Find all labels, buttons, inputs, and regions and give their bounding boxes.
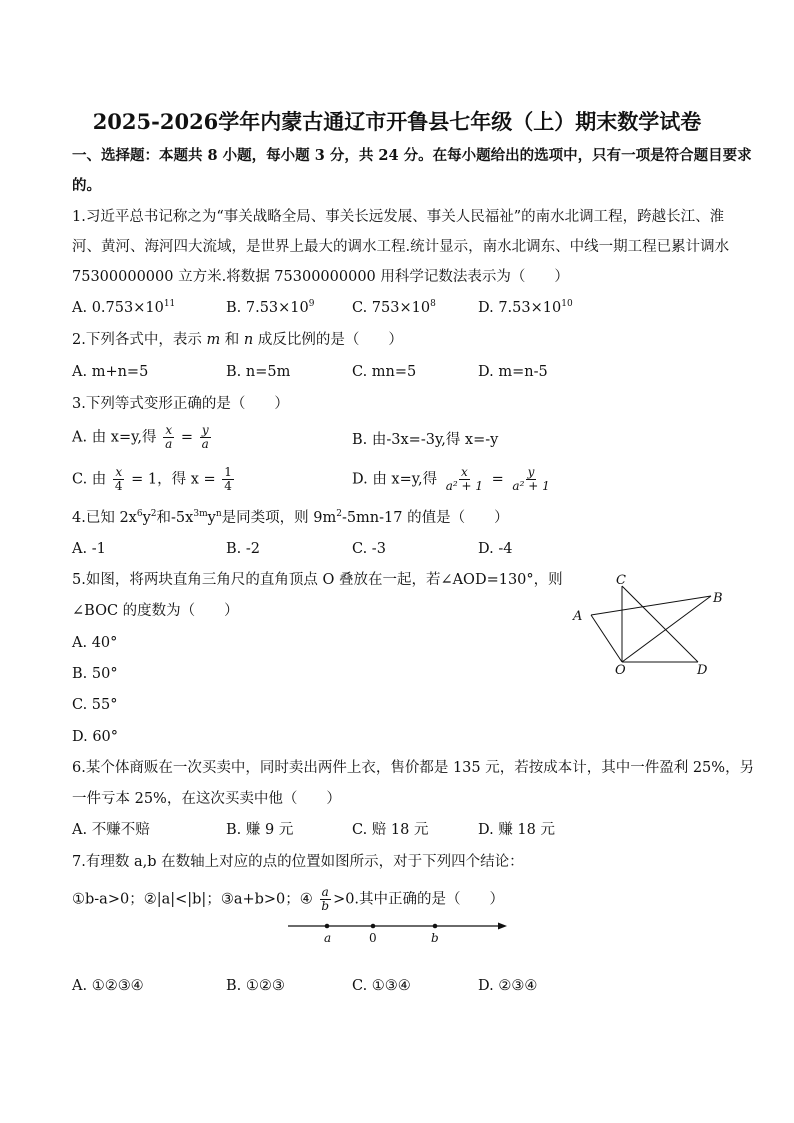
segment-ob: [622, 596, 711, 662]
q5-option-c[interactable]: C. 55°: [72, 697, 118, 713]
q3-option-b[interactable]: B. 由-3x=-3y,得 x=-y: [352, 432, 499, 448]
q2-option-c[interactable]: C. mn=5: [352, 364, 417, 380]
point-b: [433, 924, 438, 929]
q6-option-b[interactable]: B. 赚 9 元: [226, 822, 294, 838]
q2-option-a[interactable]: A. m+n=5: [72, 364, 149, 380]
q6-line1: 6.某个体商贩在一次买卖中，同时卖出两件上衣，售价都是 135 元，若按成本计，其中一件盈利 25%，另: [72, 760, 755, 776]
q7-number-line: [286, 916, 512, 946]
label-zero: 0: [369, 931, 377, 945]
q7-option-b[interactable]: B. ①②③: [226, 978, 285, 994]
q7-line1: 7.有理数 a,b 在数轴上对应的点的位置如图所示，对于下列四个结论：: [72, 854, 524, 870]
q5-option-b[interactable]: B. 50°: [72, 666, 118, 682]
q1-option-b[interactable]: B. $7.53\times 10^9$: [226, 299, 315, 316]
page-title: 2025-2026学年内蒙古通辽市开鲁县七年级（上）期末数学试卷: [92, 109, 702, 134]
segment-ab: [591, 596, 711, 615]
label-d: D: [697, 663, 708, 678]
label-a: a: [324, 931, 332, 945]
q1-line3: 75300000000 立方米.将数据 75300000000 用科学记数法表示为（ ）: [72, 269, 569, 285]
q3-option-a[interactable]: A. 由 x=y,得 $\frac{x}{a}$ = $\frac{y}{a}$: [72, 423, 209, 451]
point-a: [325, 924, 330, 929]
q2-option-d[interactable]: D. m=n-5: [478, 364, 548, 380]
section-heading-cont: 的。: [72, 177, 101, 194]
q4-option-b[interactable]: B. -2: [226, 541, 260, 557]
arrow-icon: [498, 923, 507, 930]
q5-line2: ∠BOC 的度数为（ ）: [72, 603, 239, 619]
q6-option-c[interactable]: C. 赔 18 元: [352, 822, 429, 838]
q2-option-b[interactable]: B. n=5m: [226, 364, 291, 380]
q1-option-c[interactable]: C. $753\times 10^8$: [352, 299, 436, 316]
q6-option-d[interactable]: D. 赚 18 元: [478, 822, 555, 838]
q7-option-d[interactable]: D. ②③④: [478, 978, 538, 994]
q2-stem: 2.下列各式中，表示 m 和 n 成反比例的是（ ）: [72, 332, 403, 348]
q4-option-c[interactable]: C. -3: [352, 541, 386, 557]
label-b: B: [713, 591, 723, 606]
segment-cd: [622, 586, 698, 662]
q1-option-a[interactable]: A. $0.753\times 10^{11}$: [72, 299, 176, 316]
point-zero: [371, 924, 376, 929]
section-heading: 一、选择题：本题共 8 小题，每小题 3 分，共 24 分。在每小题给出的选项中，只有一项是符合题目要求: [72, 147, 752, 164]
q4-option-d[interactable]: D. -4: [478, 541, 513, 557]
q3-stem: 3.下列等式变形正确的是（ ）: [72, 396, 289, 412]
label-b: b: [431, 931, 439, 945]
q7-option-a[interactable]: A. ①②③④: [72, 978, 144, 994]
q1-line1: 1.习近平总书记称之为“事关战略全局、事关长远发展、事关人民福祉”的南水北调工程，跨越长江、淮: [72, 209, 725, 225]
q6-line2: 一件亏本 25%，在这次买卖中他（ ）: [72, 791, 341, 807]
q4-option-a[interactable]: A. -1: [72, 541, 106, 557]
q5-line1: 5.如图，将两块直角三角尺的直角顶点 O 叠放在一起，若∠AOD=130°，则: [72, 572, 563, 588]
q7-option-c[interactable]: C. ①③④: [352, 978, 411, 994]
label-a: A: [573, 609, 583, 624]
label-o: O: [615, 663, 626, 678]
q5-option-d[interactable]: D. 60°: [72, 729, 119, 745]
q1-line2: 河、黄河、海河四大流域，是世界上最大的调水工程.统计显示，南水北调东、中线一期工程已累计调水: [72, 239, 730, 255]
q3-option-d[interactable]: D. 由 x=y,得 $\frac{x}{\text{a² + 1}}$ = $\frac{y}{\text{a² + 1}}$: [352, 465, 550, 493]
label-c: C: [616, 573, 626, 588]
segment-ao: [591, 615, 622, 662]
q6-option-a[interactable]: A. 不赚不赔: [72, 822, 150, 838]
q3-option-c[interactable]: C. 由 $\frac{x}{4}$ = 1，得 x = $\frac{1}{4}$: [72, 465, 232, 493]
q7-line2: ①b-a>0；②|a|<|b|；③a+b>0；④ $\frac{a}{b}$ >0.其中正确的是（ ）: [72, 885, 505, 913]
q1-option-d[interactable]: D. $7.53\times 10^{10}$: [478, 299, 573, 316]
q5-option-a[interactable]: A. 40°: [72, 635, 118, 651]
q4-stem: 4.已知 $2x^6y^2$和$-5x^{3m}y^n$是同类项，则 $9m^2-5mn-17$ 的值是（ ）: [72, 509, 509, 526]
q5-triangle-figure: [565, 568, 735, 683]
